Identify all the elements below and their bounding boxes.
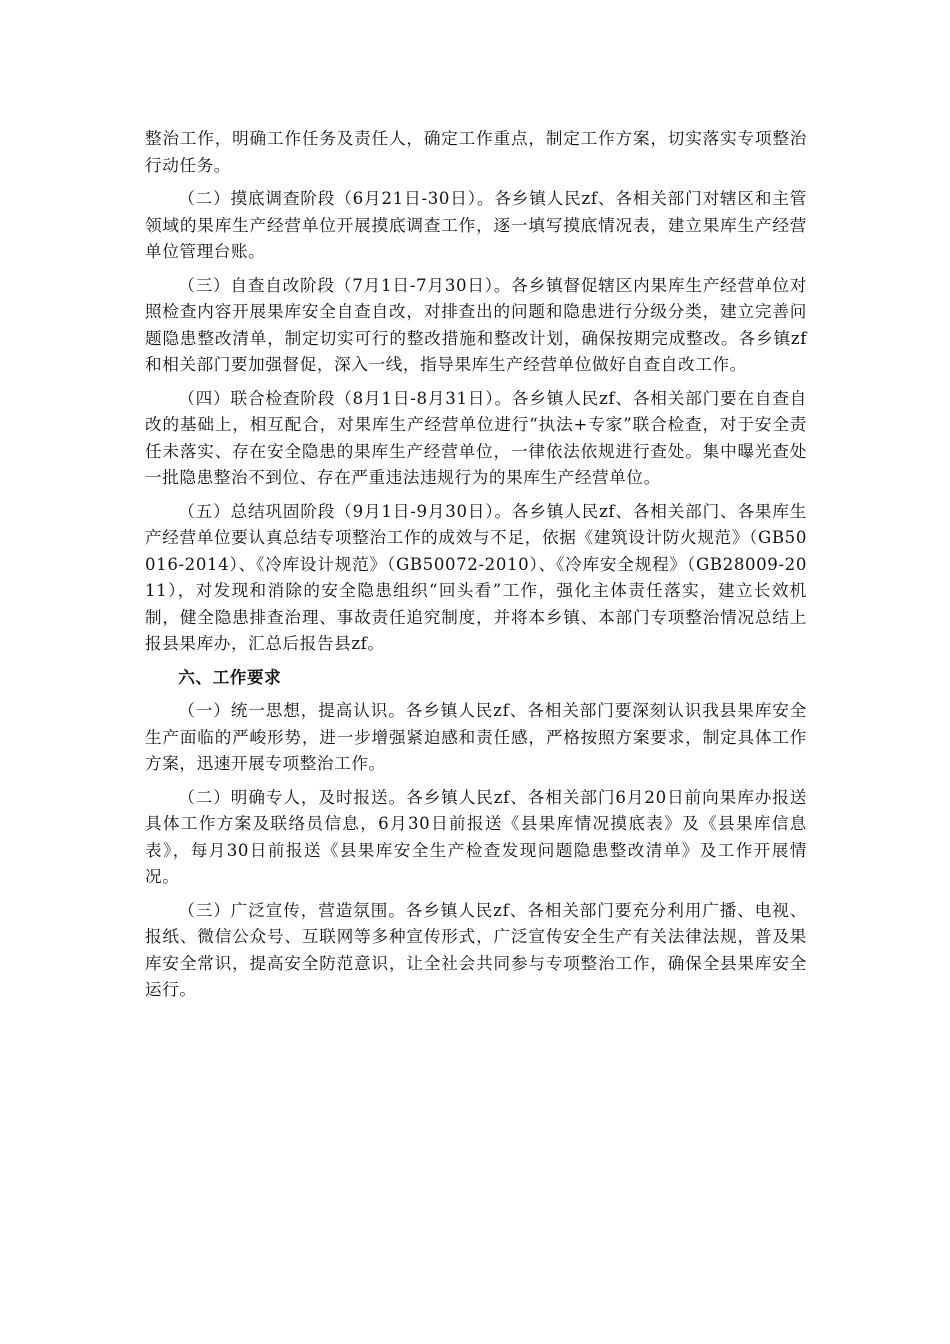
section-heading-work-requirements: 六、工作要求: [178, 667, 282, 687]
paragraph-requirement-3: （三）广泛宣传，营造氛围。各乡镇人民zf、各相关部门要充分利用广播、电视、报纸、微信公众号、互联网等多种宣传形式，广泛宣传安全生产有关法律法规，普及果库安全常识，提高安全防范意识，让全社会共同参与专项整治工作，确保全县果库安全运行。: [145, 900, 807, 999]
paragraph-joint-inspection-stage: （四）联合检查阶段（8月1日-8月31日）。各乡镇人民zf、各相关部门要在自查自改的基础上，相互配合，对果库生产经营单位进行“执法+专家”联合检查，对于安全责任未落实、存在安全隐患的果库生产经营单位，一律依法依规进行查处。集中曝光查处一批隐患整治不到位、存在严重违法违规行为的果库生产经营单位。: [145, 388, 807, 487]
paragraph-summary-stage: （五）总结巩固阶段（9月1日-9月30日）。各乡镇人民zf、各相关部门、各果库生产经营单位要认真总结专项整治工作的成效与不足，依据《建筑设计防火规范》（GB50016-2014）、《冷库设计规范》（GB50072-2010）、《冷库安全规程》（GB28009-2011），对发现和消除的安全隐患组织“回头看”工作，强化主体责任落实，建立长效机制，健全隐患排查治理、事故责任追究制度，并将本乡镇、本部门专项整治情况总结上报县果库办，汇总后报告县zf。: [145, 501, 807, 653]
paragraph-survey-stage: （二）摸底调查阶段（6月21日-30日）。各乡镇人民zf、各相关部门对辖区和主管领域的果库生产经营单位开展摸底调查工作，逐一填写摸底情况表，建立果库生产经营单位管理台账。: [145, 189, 807, 261]
paragraph-self-check-stage: （三）自查自改阶段（7月1日-7月30日）。各乡镇督促辖区内果库生产经营单位对照检查内容开展果库安全自查自改，对排查出的问题和隐患进行分级分类，建立完善问题隐患整改清单，制定切实可行的整改措施和整改计划，确保按期完成整改。各乡镇zf和相关部门要加强督促，深入一线，指导果库生产经营单位做好自查自改工作。: [145, 275, 807, 374]
paragraph-continuation: 整治工作，明确工作任务及责任人，确定工作重点，制定工作方案，切实落实专项整治行动任务。: [145, 129, 807, 175]
paragraph-requirement-1: （一）统一思想，提高认识。各乡镇人民zf、各相关部门要深刻认识我县果库安全生产面临的严峻形势，进一步增强紧迫感和责任感，严格按照方案要求，制定具体工作方案，迅速开展专项整治工作。: [145, 701, 807, 773]
paragraph-requirement-2: （二）明确专人，及时报送。各乡镇人民zf、各相关部门6月20日前向果库办报送具体工作方案及联络员信息，6月30日前报送《县果库情况摸底表》及《县果库信息表》，每月30日前报送《县果库安全生产检查发现问题隐患整改清单》及工作开展情况。: [145, 787, 807, 886]
document-page: [145, 126, 807, 1011]
